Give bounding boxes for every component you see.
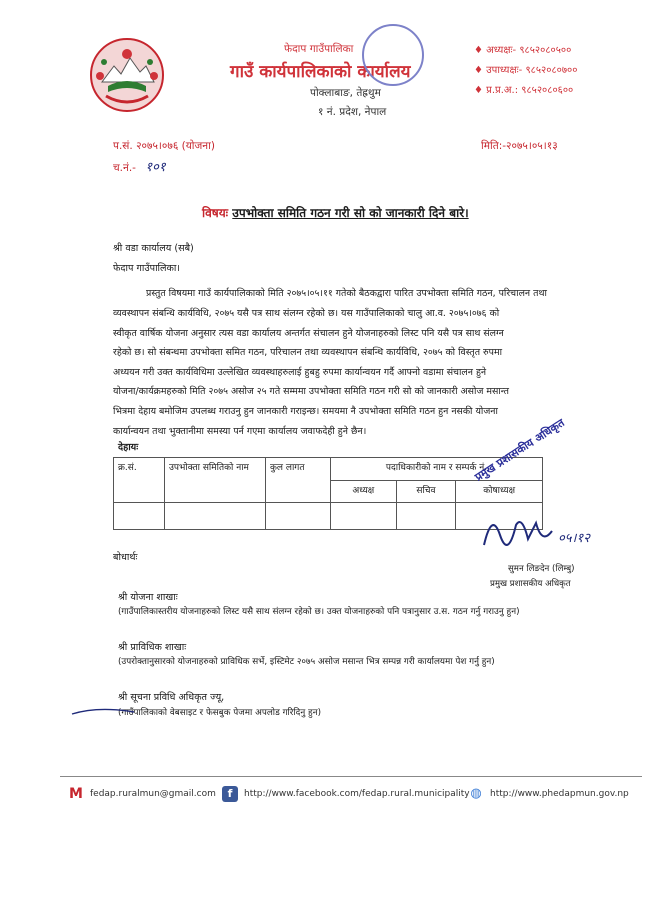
body-paragraph-cont: [113, 304, 587, 441]
footer-divider: [60, 776, 642, 777]
col-secretary: सचिव: [396, 480, 456, 503]
pen-mark-icon: [68, 700, 138, 720]
contact-cao: ♦ प्र.प्र.अ.: ९८५२०८०६००: [474, 85, 574, 96]
body-line: अध्ययन गरी उक्त कार्यविधिमा उल्लेखित व्यवस्थाहरुलाई हुबहु रुपमा कार्यान्वयन गर्दै आफ्नो वडामा संचालन हुने: [113, 366, 487, 378]
phone-bullet-icon: ♦: [474, 65, 487, 76]
cc-it-to: श्री सूचना प्रविधि अधिकृत ज्यू,: [118, 692, 225, 703]
body-line: स्वीकृत वार्षिक योजना अनुसार त्यस वडा कार्यालय अन्तर्गत संचालन हुने योजनाहरुको लिस्ट पनि यसै पत्र साथ संलग्न: [113, 327, 504, 339]
office-name: गाउँ कार्यपालिकाको कार्यालय: [230, 62, 411, 82]
body-paragraph: [146, 284, 586, 304]
col-total-cost: कुल लागत: [266, 458, 331, 503]
cc-technical-to: श्री प्राविधिक शाखाः: [118, 642, 187, 653]
col-treasurer: कोषाध्यक्ष: [456, 480, 543, 503]
signatory-title: प्रमुख प्रशासकीय अधिकृत: [490, 579, 571, 589]
facebook-icon: f: [222, 786, 238, 802]
recipient-line-2: फेदाप गाउँपालिका।: [113, 263, 181, 274]
recipient-line-1: श्री वडा कार्यालय (सबै): [113, 243, 194, 254]
office-seal-icon: [362, 24, 424, 86]
col-committee-name: उपभोक्ता समितिको नाम: [165, 458, 266, 503]
cc-planning-note: (गाउँपालिकास्तरीय योजनाहरुको लिस्ट यसै साथ संलग्न रहेको छ। उक्त योजनाहरुको पनि पत्रानुसार उ.स. गठन गर्नु गराउनु हुन): [118, 607, 520, 617]
cc-technical-note: (उपरोक्तानुसारको योजनाहरुको प्राविधिक सर्भे, इस्टिमेट २०७५ असोज मसान्त भित्र सम्पन्न गरी कार्यालयमा पेश गर्नु हुन): [118, 657, 495, 667]
phone-bullet-icon: ♦: [474, 45, 487, 56]
body-line: रहेको छ। सो संबन्धमा उपभोक्ता समित गठन, परिचालन तथा व्यवस्थापन संबन्धि कार्यविधि, २०७५ को विस्तृत रुपमा: [113, 347, 503, 359]
cc-planning-to: श्री योजना शाखाः: [118, 592, 178, 603]
official-stamp: प्रमुख प्रशासकीय अधिकृत: [472, 416, 567, 484]
footer-email[interactable]: M fedap.ruralmun@gmail.com: [69, 786, 216, 802]
municipality-name: फेदाप गाउँपालिका: [284, 43, 354, 55]
letter-date: मिति:-२०७५।०५।१३: [481, 140, 558, 152]
letter-number: प.सं. २०७५।०७६ (योजना): [113, 140, 215, 152]
office-province: १ नं. प्रदेश, नेपाल: [318, 106, 387, 118]
cc-it-note: (गाउँपालिकाको वेबसाइट र फेसबुक पेजमा अपलोड गरिदिनु हुन): [118, 708, 322, 718]
dispatch-number: च.नं.- १०१: [113, 160, 166, 175]
gmail-icon: M: [69, 786, 83, 802]
body-line: योजना/कार्यक्रमहरुको मिति २०७५ असोज २५ गते सम्ममा उपभोक्ता समिति गठन गरी सो को जानकारी असोज मसान्त: [113, 386, 509, 398]
body-line: कार्यान्वयन तथा भुक्तानीमा समस्या पर्न गएमा कार्यालय जवाफदेही हुने छैन।: [113, 425, 367, 437]
phone-bullet-icon: ♦: [474, 85, 487, 96]
signature-scrawl-icon: [478, 505, 558, 555]
office-address: पोक्लाबाङ, तेह्रथुम: [310, 87, 381, 99]
dehay-label: देहायः: [118, 442, 139, 453]
subject-line: विषयः उपभोक्ता समिति गठन गरी सो को जानकारी दिने बारे।: [202, 206, 469, 220]
col-chair: अध्यक्ष: [331, 480, 397, 503]
footer-website[interactable]: ◍ http://www.phedapmun.gov.np: [468, 786, 629, 802]
body-line: प्रस्तुत विषयमा गाउँ कार्यपालिकाको मिति २०७५।०५।११ गतेको बैठकद्वारा पारित उपभोक्ता समिति गठन, परिचालन तथा: [146, 288, 547, 299]
nepal-emblem-icon: [88, 36, 166, 114]
body-line: व्यवस्थापन संबन्धि कार्यविधि, २०७५ यसै पत्र साथ संलग्न रहेको छ। यस गाउँपालिकाको चालु आ.व. २०७५।०७६ को: [113, 308, 500, 319]
signatory-name: सुमन लिङदेन (लिम्बु): [508, 564, 575, 574]
globe-icon: ◍: [470, 786, 482, 801]
contact-chair: ♦ अध्यक्षः- ९८५२०८०५००: [474, 45, 572, 56]
signature-date: ०५।१२: [558, 531, 590, 546]
col-officials: पदाधिकारीको नाम र सम्पर्क नं.: [331, 458, 543, 481]
contact-vice-chair: ♦ उपाध्यक्षः- ९८५२०८०७००: [474, 65, 578, 76]
body-line: भित्रमा देहाय बमोजिम उपलब्ध गराउनु हुन जानकारी गराइन्छ। समयमा नै उपभोक्ता समिति गठन हुन नसकी योजना: [113, 405, 498, 417]
col-serial: क्र.सं.: [114, 458, 165, 503]
bodhartha-label: बोधार्थः: [113, 552, 138, 563]
footer-facebook[interactable]: f http://www.facebook.com/fedap.rural.municipality: [222, 786, 470, 802]
